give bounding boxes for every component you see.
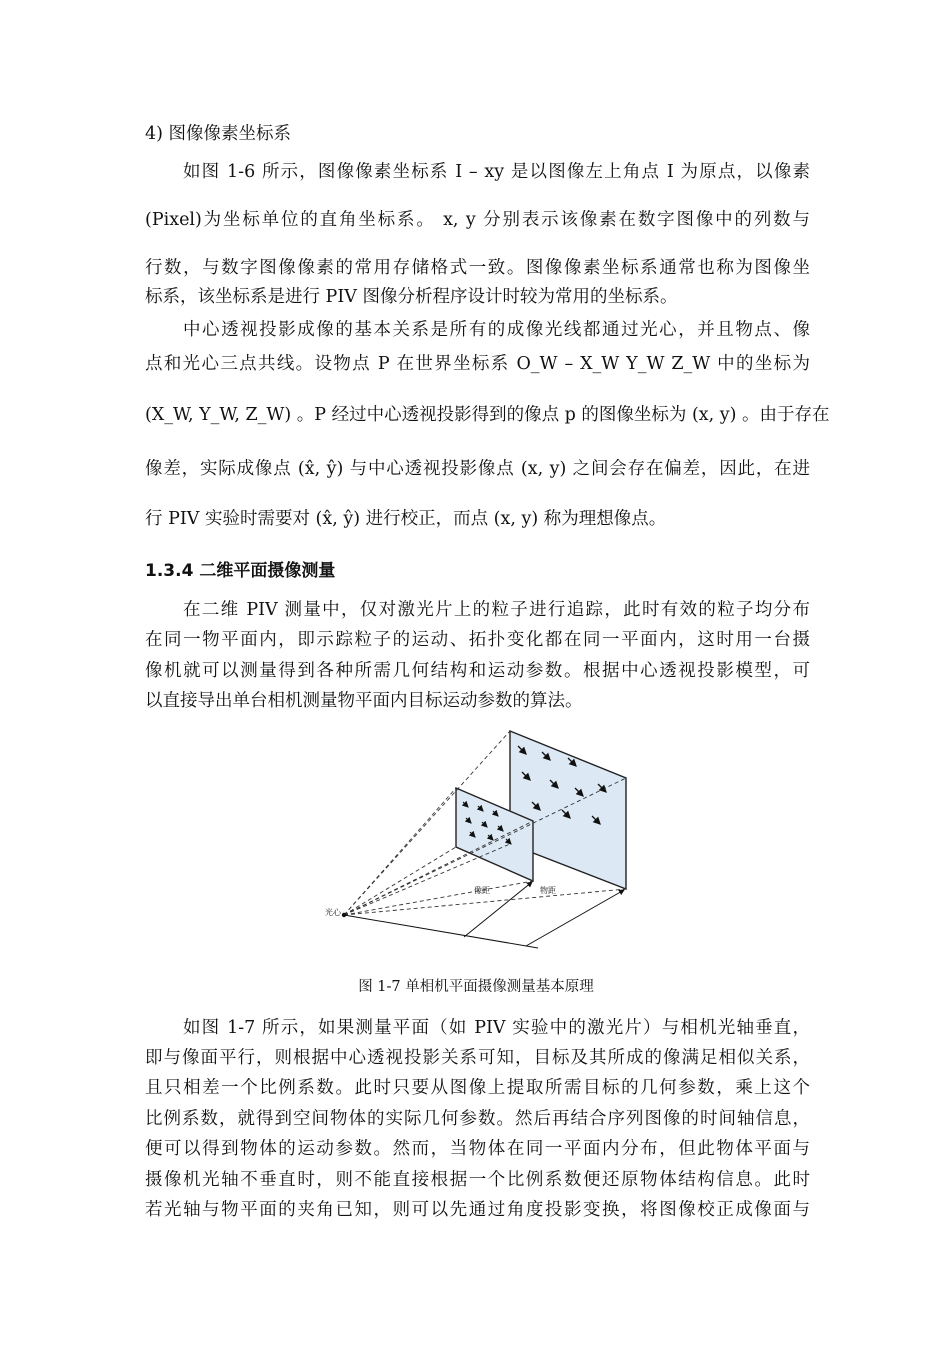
paragraph-line: 摄像机光轴不垂直时，则不能直接根据一个比例系数便还原物体结构信息。此时: [145, 1170, 810, 1190]
paragraph-line: 便可以得到物体的运动参数。然而，当物体在同一平面内分布，但此物体平面与: [145, 1139, 810, 1159]
optical-center-point: [342, 913, 346, 917]
paragraph-line: (X_W, Y_W, Z_W) 。P 经过中心透视投影得到的像点 p 的图像坐标为 (x, y) 。由于存在: [145, 405, 830, 425]
paragraph-line: 标系，该坐标系是进行 PIV 图像分析程序设计时较为常用的坐标系。: [145, 287, 678, 307]
object-distance-label: 物距: [540, 886, 556, 895]
figure-caption: 图 1-7 单相机平面摄像测量基本原理: [358, 979, 594, 995]
paragraph-line: 比例系数，就得到空间物体的实际几何参数。然后再结合序列图像的时间轴信息，: [145, 1109, 810, 1129]
paragraph-line: 如图 1-7 所示，如果测量平面（如 PIV 实验中的激光片）与相机光轴垂直，: [183, 1018, 810, 1038]
paragraph-line: 如图 1-6 所示，图像像素坐标系 I – xy 是以图像左上角点 I 为原点，以像素: [183, 162, 810, 182]
paragraph-line: 即与像面平行，则根据中心透视投影关系可知，目标及其所成的像满足相似关系，: [145, 1048, 810, 1068]
paragraph-line: 若光轴与物平面的夹角已知，则可以先通过角度投影变换，将图像校正成像面与: [145, 1200, 810, 1220]
subsection-title: 4) 图像像素坐标系: [145, 124, 292, 144]
paragraph-line: 行数，与数字图像像素的常用存储格式一致。图像像素坐标系通常也称为图像坐: [145, 258, 810, 278]
section-heading: 1.3.4 二维平面摄像测量: [145, 561, 336, 581]
paragraph-line: 在二维 PIV 测量中，仅对激光片上的粒子进行追踪，此时有效的粒子均分布: [183, 600, 810, 620]
paragraph-line: 中心透视投影成像的基本关系是所有的成像光线都通过光心，并且物点、像: [183, 320, 810, 340]
image-distance-label: 像距: [474, 886, 490, 895]
optical-axis-base: [344, 915, 538, 948]
paragraph-line: 以直接导出单台相机测量物平面内目标运动参数的算法。: [145, 691, 583, 711]
paragraph-line: 点和光心三点共线。设物点 P 在世界坐标系 O_W – X_W Y_W Z_W 中的坐标为: [145, 354, 810, 374]
paragraph-line: 且只相差一个比例系数。此时只要从图像上提取所需目标的几何参数，乘上这个: [145, 1078, 810, 1098]
paragraph-line: 行 PIV 实验时需要对 (x̂, ŷ) 进行校正，而点 (x, y) 称为理想像点。: [145, 509, 667, 529]
object-distance-arrow: [526, 890, 624, 946]
paragraph-line: 在同一物平面内，即示踪粒子的运动、拓扑变化都在同一平面内，这时用一台摄: [145, 630, 810, 650]
paragraph-line: 像机就可以测量得到各种所需几何结构和运动参数。根据中心透视投影模型，可: [145, 661, 810, 681]
paragraph-line: 像差，实际成像点 (x̂, ŷ) 与中心透视投影像点 (x, y) 之间会存在偏差，因此，在进: [145, 459, 810, 479]
optical-center-label: 光心: [325, 908, 341, 917]
paragraph-line: (Pixel)为坐标单位的直角坐标系。 x, y 分别表示该像素在数字图像中的列数与: [145, 210, 810, 230]
camera-projection-figure: [300, 722, 660, 962]
